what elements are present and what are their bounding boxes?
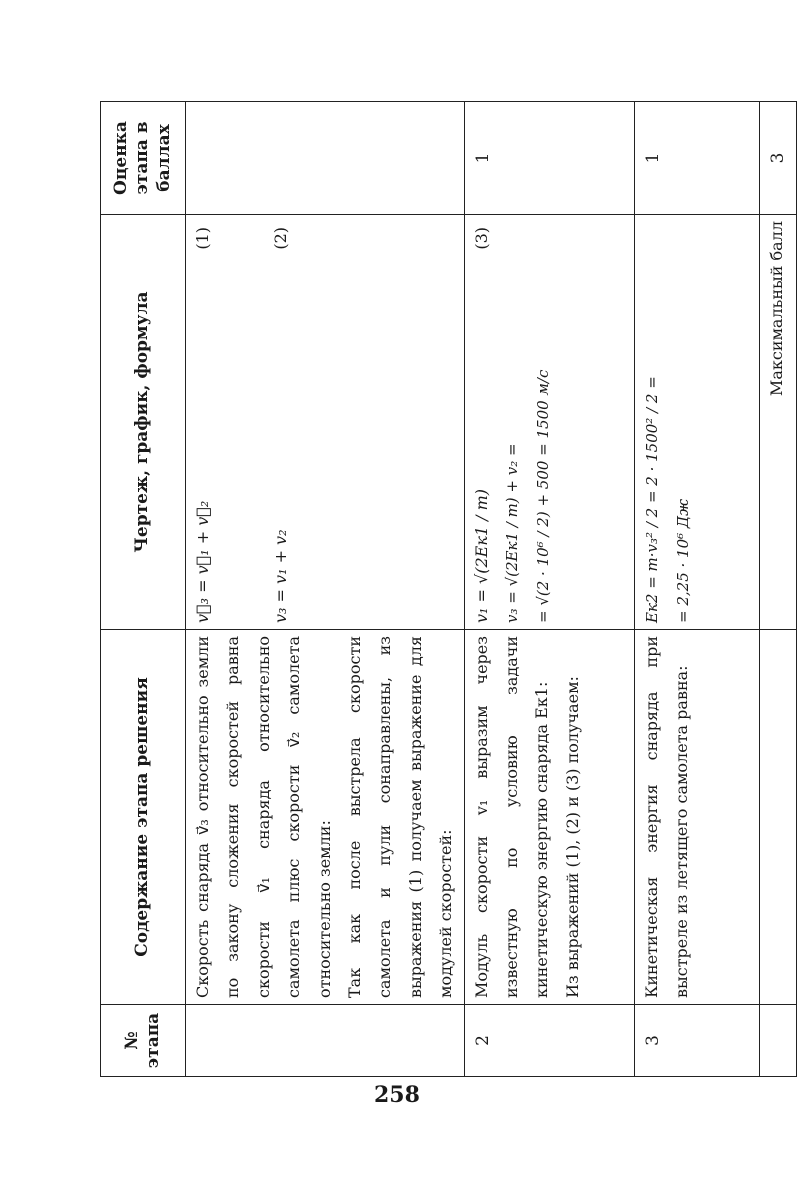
formula-line (188, 221, 218, 623)
header-formula: Чертеж, график, формула (101, 215, 186, 630)
formula-tag: (3) (471, 227, 491, 250)
step-text: Скорость снаряда v⃗₃ относительно земли по закону сложения скоростей равна скорости v⃗₁ снаряда относительно самолета плюс скорости v⃗₂ самолета относительно земли: (193, 636, 334, 998)
table-row (186, 102, 465, 1077)
step-score: 1 (634, 102, 759, 215)
header-score: Оценка этапа в баллах (101, 102, 186, 215)
table-header-row (101, 102, 186, 1077)
formula: = √(2 · 10⁶ / 2) + 500 = 1500 м/с (534, 369, 553, 623)
empty-cell (759, 630, 796, 1005)
step-content (634, 630, 759, 1005)
step-text: Модуль скорости v₁ выразим через известную по условию задачи кинетическую энергию снаряда Eк1: (471, 636, 552, 998)
step-content (186, 630, 465, 1005)
step-text: Так как после выстрела скорости самолета и пули сонаправлены, из выражения (1) получаем выражение для модулей скоростей: (344, 636, 456, 998)
step-formulas (186, 215, 465, 630)
formula: v₁ = √(2Eк1 / m) (471, 488, 491, 623)
header-step-no: № этапа (101, 1005, 186, 1077)
header-content: Содержание этапа решения (101, 630, 186, 1005)
formula-line (266, 221, 296, 623)
step-text: Из выражений (1), (2) и (3) получаем: (562, 676, 582, 998)
formula: Eк2 = m·v₃² / 2 = 2 · 1500² / 2 = (642, 376, 661, 623)
page-number: 258 (374, 1082, 420, 1108)
step-text: Кинетическая энергия снаряда при выстреле из летящего самолета равна: (641, 636, 691, 998)
formula-tag: (2) (271, 227, 291, 250)
formula: v₃ = √(2Eк1 / m) + v₂ = (502, 443, 521, 623)
table-row (634, 102, 759, 1077)
rotated-page (100, 102, 788, 1077)
formula: = 2,25 · 10⁶ Дж (674, 498, 693, 623)
step-number: 2 (464, 1005, 634, 1077)
empty-cell (759, 1005, 796, 1077)
formula-line (467, 221, 497, 623)
max-score-label: Максимальный балл (759, 215, 796, 630)
table-row (464, 102, 634, 1077)
step-formulas (634, 215, 759, 630)
step-score: 1 (464, 102, 634, 215)
step-formulas (464, 215, 634, 630)
formula: v⃗₃ = v⃗₁ + v⃗₂ (193, 500, 212, 623)
step-number (186, 1005, 465, 1077)
max-score-value: 3 (759, 102, 796, 215)
step-number: 3 (634, 1005, 759, 1077)
max-score-row (759, 102, 796, 1077)
step-content (464, 630, 634, 1005)
formula: v₃ = v₁ + v₂ (271, 529, 291, 623)
formula-tag: (1) (193, 227, 212, 250)
step-score (186, 102, 465, 215)
solution-table (100, 101, 797, 1077)
